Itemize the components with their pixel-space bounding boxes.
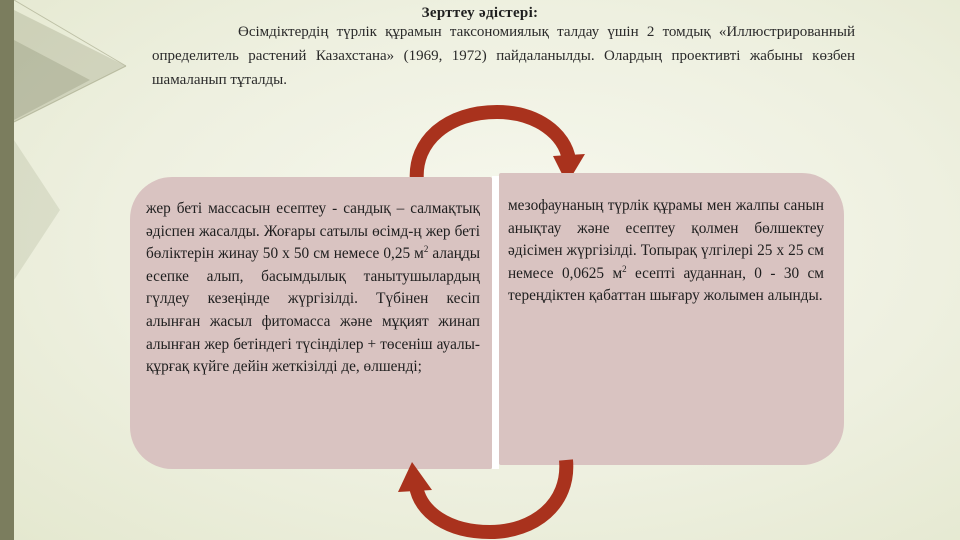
circular-arrow-top-icon [405, 104, 585, 184]
slide-title: Зерттеу әдістері: [421, 5, 539, 21]
left-method-sup: 2 [423, 244, 429, 255]
box-divider [492, 176, 499, 469]
left-method-box [130, 177, 492, 469]
right-method-text-after: есепті ауданнан, 0 - 30 см тереңдіктен қабаттан шығару жолымен алынды. [508, 264, 824, 305]
right-method-text: мезофаунаның түрлік құрамы мен жалпы санын анықтау және есептеу қолмен бөлшектеу әдісімен жүргізілді. Топырақ үлгілері 25 х 25 см немесе 0,0625 м [508, 197, 824, 282]
intro-paragraph: Өсімдіктердің түрлік құрамын таксономиялық талдау үшін 2 томдық «Иллюстрированный определитель растений Казахстана» (1969, 1972) пайдаланылды. Олардың проективті жабыны көзбен шамаланып тұталды. [152, 24, 855, 88]
right-method-sup: 2 [622, 263, 627, 274]
circular-arrow-bottom-icon [398, 452, 578, 540]
right-method-box [499, 173, 844, 465]
left-method-text: жер беті массасын есептеу - сандық – салмақтық әдіспен жасалды. Жоғары сатылы өсімд-ң жер беті бөліктерін жинау 50 х 50 см немесе 0,25 м [146, 200, 480, 263]
left-accent-bar [0, 0, 14, 540]
left-method-text-after: алаңды есепке алып, басымдылық танытушылардың гүлдеу кезеңінде жүргізілді. Түбінен кесіп алынған жасыл фитомасса және мұқият жинап алынған жер бетіндегі түсінділер + төсеніш ауалы-құрғақ күйге дейін жеткізілді де, өлшенді; [146, 245, 481, 376]
